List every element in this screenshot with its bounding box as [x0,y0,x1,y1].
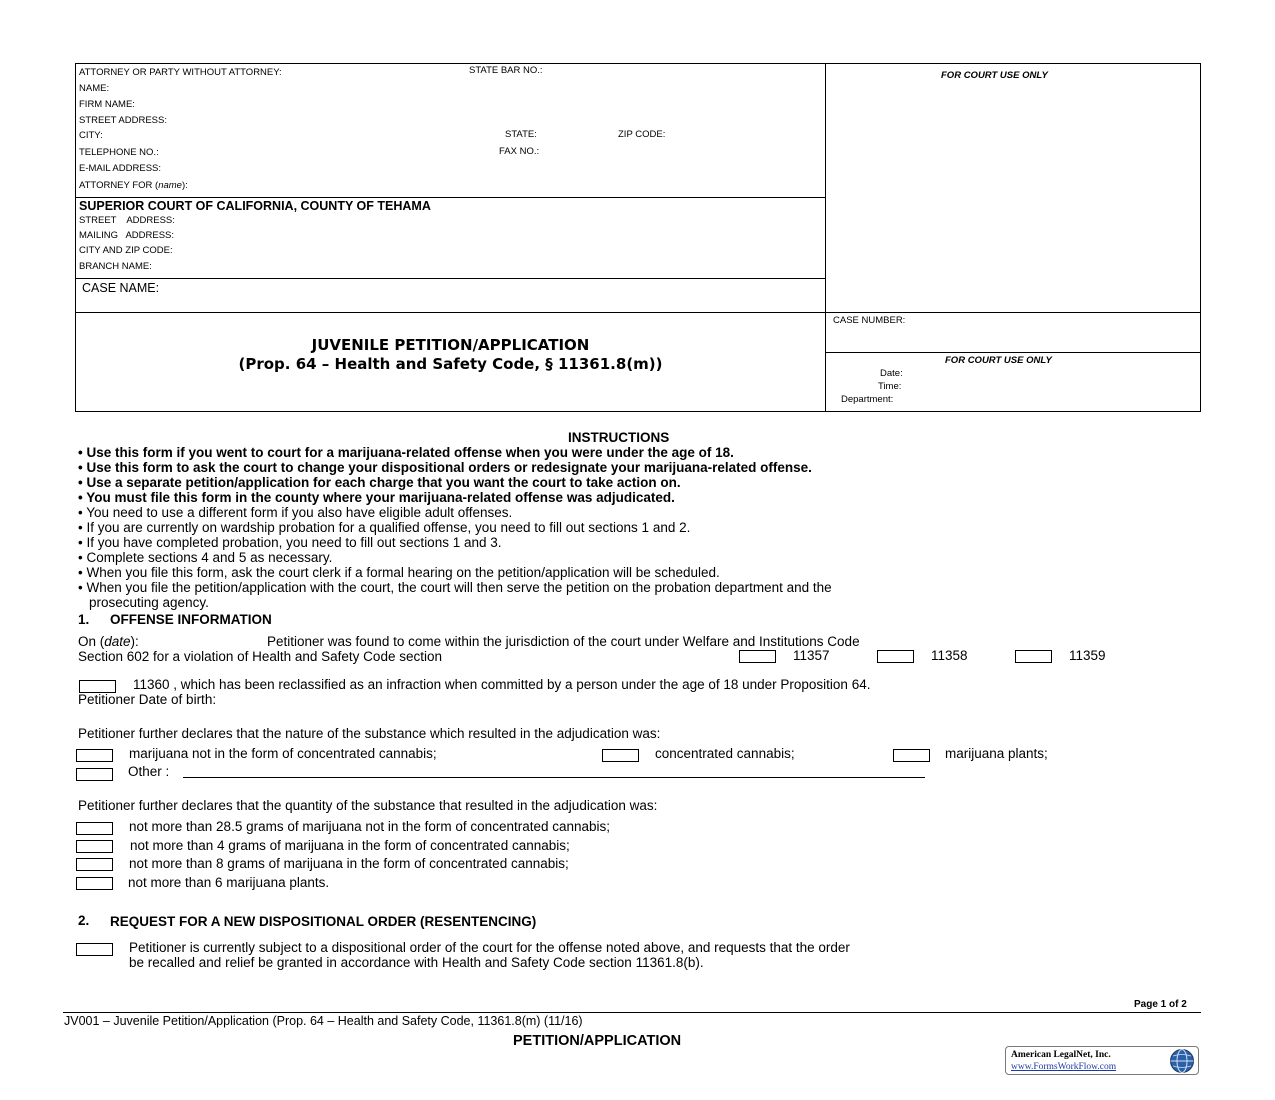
court-city-zip-label: CITY AND ZIP CODE: [79,245,173,256]
fax-label: FAX NO.: [499,146,540,157]
court-title: SUPERIOR COURT OF CALIFORNIA, COUNTY OF TEHAMA [79,199,431,213]
globe-icon [1169,1048,1195,1074]
section1-heading: OFFENSE INFORMATION [110,612,272,627]
instruction-6: • When you file the petition/application with the court, the court will then serve the petition on the probation department and the [78,580,832,595]
footer-rule [63,1012,1201,1013]
nature-other-checkbox[interactable] [76,768,113,781]
qty-4g-checkbox[interactable] [76,840,113,853]
qty-6-plants-checkbox[interactable] [76,877,113,890]
logo-url[interactable]: www.FormsWorkFlow.com [1011,1062,1117,1072]
code-11360-label: 11360 , which has been reclassified as an infraction when committed by a person under the age of 18 under Proposition 64. [133,677,871,692]
code-11358-checkbox[interactable] [877,650,914,663]
resentencing-text-2: be recalled and relief be granted in accordance with Health and Safety Code section 11361.8(b). [129,955,704,970]
case-name-label: CASE NAME: [82,281,160,295]
nature-concentrated-checkbox[interactable] [602,749,639,762]
form-title: JUVENILE PETITION/APPLICATION [311,336,590,354]
street-address-label: STREET ADDRESS: [79,115,167,126]
casename-title-divider [75,312,1201,313]
email-label: E-MAIL ADDRESS: [79,163,162,174]
court-branch-label: BRANCH NAME: [79,261,152,272]
resentencing-checkbox[interactable] [76,943,113,956]
resentencing-text-1: Petitioner is currently subject to a dispositional order of the court for the offense noted above, and requests that the order [129,940,850,955]
date-label: Date: [880,368,903,379]
nature-marijuana-checkbox[interactable] [76,749,113,762]
section1-number: 1. [78,612,90,627]
instructions-title: INSTRUCTIONS [568,430,670,445]
on-date-label: On (date): [78,634,139,649]
state-label: STATE: [505,129,537,140]
instruction-bold-2: • Use this form to ask the court to change your dispositional orders or redesignate your marijuana-related offense. [78,460,812,475]
court-use-only-label: FOR COURT USE ONLY [941,70,1048,81]
court-use-only-label-2: FOR COURT USE ONLY [945,355,1052,366]
logo-company-name: American LegalNet, Inc. [1011,1050,1111,1060]
nature-marijuana-label: marijuana not in the form of concentrated cannabis; [129,746,437,761]
other-input-line[interactable] [183,777,925,778]
page-number: Page 1 of 2 [1134,999,1187,1010]
code-11359-label: 11359 [1069,648,1106,663]
time-label: Time: [878,381,902,392]
company-logo [1005,1046,1199,1075]
form-id: JV001 – Juvenile Petition/Application (Prop. 64 – Health and Safety Code, 11361.8(m) (11/16) [64,1014,583,1028]
nature-concentrated-label: concentrated cannabis; [655,746,795,761]
court-street-label: STREET ADDRESS: [79,215,175,226]
code-11357-checkbox[interactable] [739,650,776,663]
code-11357-label: 11357 [793,648,830,663]
code-11359-checkbox[interactable] [1015,650,1052,663]
code-11358-label: 11358 [931,648,968,663]
nature-plants-checkbox[interactable] [893,749,930,762]
nature-other-label: Other : [128,764,170,779]
nature-label: Petitioner further declares that the nature of the substance which resulted in the adjudication was: [78,726,661,741]
firm-name-label: FIRM NAME: [79,99,135,110]
attorney-court-divider [75,197,826,198]
name-label: NAME: [79,83,110,94]
qty-8g-label: not more than 8 grams of marijuana in the form of concentrated cannabis; [129,856,569,871]
date-of-birth-label: Petitioner Date of birth: [78,692,217,707]
instruction-3: • If you have completed probation, you need to fill out sections 1 and 3. [78,535,502,550]
nature-plants-label: marijuana plants; [945,746,1048,761]
qty-4g-label: not more than 4 grams of marijuana in the form of concentrated cannabis; [130,838,570,853]
qty-28g-label: not more than 28.5 grams of marijuana not in the form of concentrated cannabis; [129,819,611,834]
city-label: CITY: [79,130,103,141]
department-label: Department: [841,394,894,405]
qty-8g-checkbox[interactable] [76,858,113,871]
zip-code-label: ZIP CODE: [618,129,666,140]
casenumber-divider [825,352,1201,353]
telephone-label: TELEPHONE NO.: [79,147,159,158]
court-casename-divider [75,278,826,279]
court-mailing-label: MAILING ADDRESS: [79,230,175,241]
form-name: PETITION/APPLICATION [513,1033,682,1049]
instruction-1: • You need to use a different form if you also have eligible adult offenses. [78,505,513,520]
form-subtitle: (Prop. 64 – Health and Safety Code, § 11361.8(m)) [238,355,663,373]
jurisdiction-line-1: Petitioner was found to come within the jurisdiction of the court under Welfare and Institutions Code [267,634,860,649]
case-number-label: CASE NUMBER: [833,315,906,326]
attorney-label: ATTORNEY OR PARTY WITHOUT ATTORNEY: [79,67,282,78]
instruction-bold-4: • You must file this form in the county where your marijuana-related offense was adjudicated. [78,490,675,505]
attorney-for-label: ATTORNEY FOR (name): [79,180,188,191]
state-bar-label: STATE BAR NO.: [469,65,543,76]
qty-6-plants-label: not more than 6 marijuana plants. [128,875,330,890]
jurisdiction-line-2: Section 602 for a violation of Health and Safety Code section [78,649,442,664]
qty-28g-checkbox[interactable] [76,822,113,835]
quantity-label: Petitioner further declares that the quantity of the substance that resulted in the adjudication was: [78,798,658,813]
instruction-4: • Complete sections 4 and 5 as necessary. [78,550,333,565]
section2-heading: REQUEST FOR A NEW DISPOSITIONAL ORDER (RESENTENCING) [110,914,537,929]
section2-number: 2. [78,913,90,928]
instruction-6-cont: prosecuting agency. [89,595,209,610]
instruction-5: • When you file this form, ask the court clerk if a formal hearing on the petition/application will be scheduled. [78,565,720,580]
instruction-2: • If you are currently on wardship probation for a qualified offense, you need to fill out sections 1 and 2. [78,520,691,535]
instruction-bold-1: • Use this form if you went to court for a marijuana-related offense when you were under the age of 18. [78,445,734,460]
instruction-bold-3: • Use a separate petition/application for each charge that you want the court to take action on. [78,475,681,490]
